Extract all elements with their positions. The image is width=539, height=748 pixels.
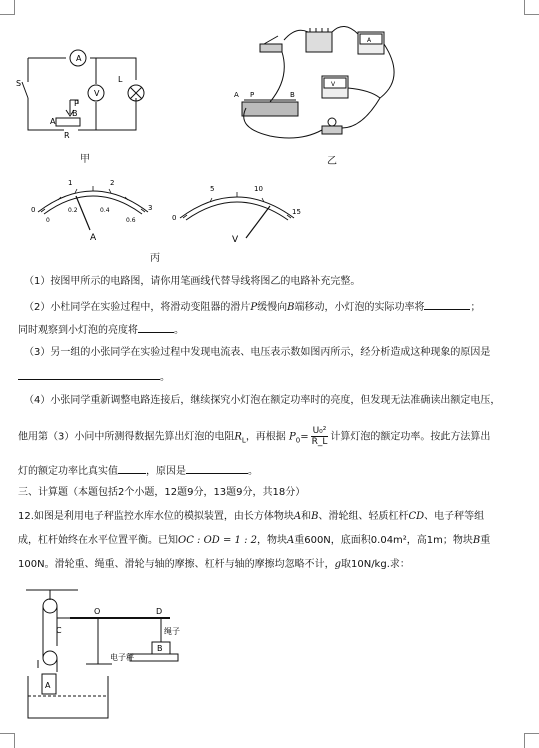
corner-mark-bottom-right [524, 733, 539, 748]
rheostat-end-b-label-yi: B [290, 91, 295, 99]
rope-label: 绳子 [164, 627, 180, 636]
question-12-line-2: 成，杠杆始终在水平位置平衡。已知OC : OD = 1 : 2，物块A重600N，底面积0.04m²，高1m；物块B重 [18, 535, 491, 546]
circuit-diagram-jia [14, 40, 164, 150]
ammeter-tick-minor-04: 0.4 [100, 207, 110, 214]
voltmeter-tick-5: 5 [210, 185, 215, 193]
voltmeter-dial [170, 178, 305, 244]
caption-yi: 乙 [327, 156, 337, 167]
lever-c-label: C [56, 626, 62, 635]
lever-d-label: D [156, 607, 163, 616]
rheostat-end-a-label-yi: A [234, 91, 239, 99]
voltmeter-tick-0: 0 [172, 214, 177, 222]
block-a-label: A [45, 681, 51, 690]
caption-bing: 丙 [150, 253, 160, 264]
answer-blank-2a[interactable] [424, 299, 470, 310]
ammeter-label-yi: A [367, 37, 372, 44]
voltmeter-tick-10: 10 [254, 185, 263, 193]
corner-mark-top-left [0, 0, 15, 15]
rated-power-formula: $\frac{\text{U₀²}}{R\_L}$ [311, 426, 328, 447]
question-1: （1）按图甲所示的电路图，请你用笔画线代替导线将图乙的电路补充完整。 [24, 276, 361, 287]
question-2-line-2: 同时观察到小灯泡的亮度将 。 [18, 322, 521, 338]
question-2-line-1: （2）小杜同学在实验过程中，将滑动变阻器的滑片P缓慢向B端移动，小灯泡的实际功率将 ； [24, 299, 521, 315]
question-4-line-3: 灯的额定功率比真实值 ，原因是 。 [18, 463, 521, 479]
caption-jia: 甲 [80, 154, 90, 165]
corner-mark-bottom-left [0, 733, 15, 748]
ammeter-tick-minor-06: 0.6 [126, 217, 136, 224]
question-3: （3）另一组的小张同学在实验过程中发现电流表、电压表示数如图丙所示，经分析造成这种现象的原因是 [24, 347, 491, 358]
rheostat-label: R [64, 131, 70, 140]
ammeter-pointer-label: A [90, 233, 97, 242]
ammeter-dial [28, 172, 158, 242]
slider-p-label: P [74, 99, 79, 108]
answer-blank-2b[interactable] [138, 322, 174, 333]
switch-label: S [16, 79, 22, 88]
electronic-scale-label: 电子秤 [110, 653, 134, 662]
corner-mark-top-right [524, 0, 539, 15]
question-12-line-3: 100N。滑轮重、绳重、滑轮与轴的摩擦、杠杆与轴的摩擦均忽略不计，g取10N/kg.求： [18, 559, 410, 570]
ammeter-tick-major-3: 3 [148, 204, 153, 212]
ammeter-label-jia: A [76, 54, 82, 63]
lever-pulley-diagram [18, 588, 208, 723]
voltmeter-tick-15: 15 [292, 208, 301, 216]
answer-blank-4b[interactable] [186, 463, 248, 474]
block-b-label: B [157, 644, 163, 653]
ammeter-tick-major-1: 1 [68, 179, 73, 187]
physical-circuit-yi [230, 18, 410, 153]
answer-blank-3[interactable] [18, 369, 160, 380]
ammeter-tick-minor-0: 0 [46, 217, 50, 224]
slider-p-label-yi: P [250, 91, 255, 99]
question-4-line-1: （4）小张同学重新调整电路连接后，继续探究小灯泡在额定功率时的亮度，但发现无法准确读出额定电压， [24, 395, 501, 406]
rheostat-end-b-label: B [72, 109, 78, 118]
ammeter-tick-major-0: 0 [31, 206, 36, 214]
voltmeter-label-jia: V [94, 89, 100, 98]
answer-blank-4a[interactable] [118, 463, 146, 474]
question-4-line-2: 他用第（3）小问中所测得数据先算出灯泡的电阻$R_L$，再根据 $P_0=$ $\frac{\text{U₀²}}{R\_L}$ 计算灯泡的额定功率。按此方法算出 [18, 426, 491, 447]
question-12-line-1: 12.如图是利用电子秤监控水库水位的模拟装置，由长方体物块A和B、滑轮组、轻质杠杆CD、电子秤等组 [18, 511, 485, 522]
question-3-answer-line: 。 [18, 369, 521, 385]
rheostat-end-a-label: A [50, 117, 56, 126]
pivot-o-label: O [94, 607, 101, 616]
ammeter-tick-minor-02: 0.2 [68, 207, 78, 214]
section-3-heading: 三、计算题（本题包括2个小题，12题9分，13题9分，共18分） [18, 487, 306, 498]
lamp-label: L [118, 75, 123, 84]
voltmeter-pointer-label: V [232, 235, 239, 244]
voltmeter-label-yi: V [331, 81, 336, 88]
ammeter-tick-major-2: 2 [110, 179, 115, 187]
